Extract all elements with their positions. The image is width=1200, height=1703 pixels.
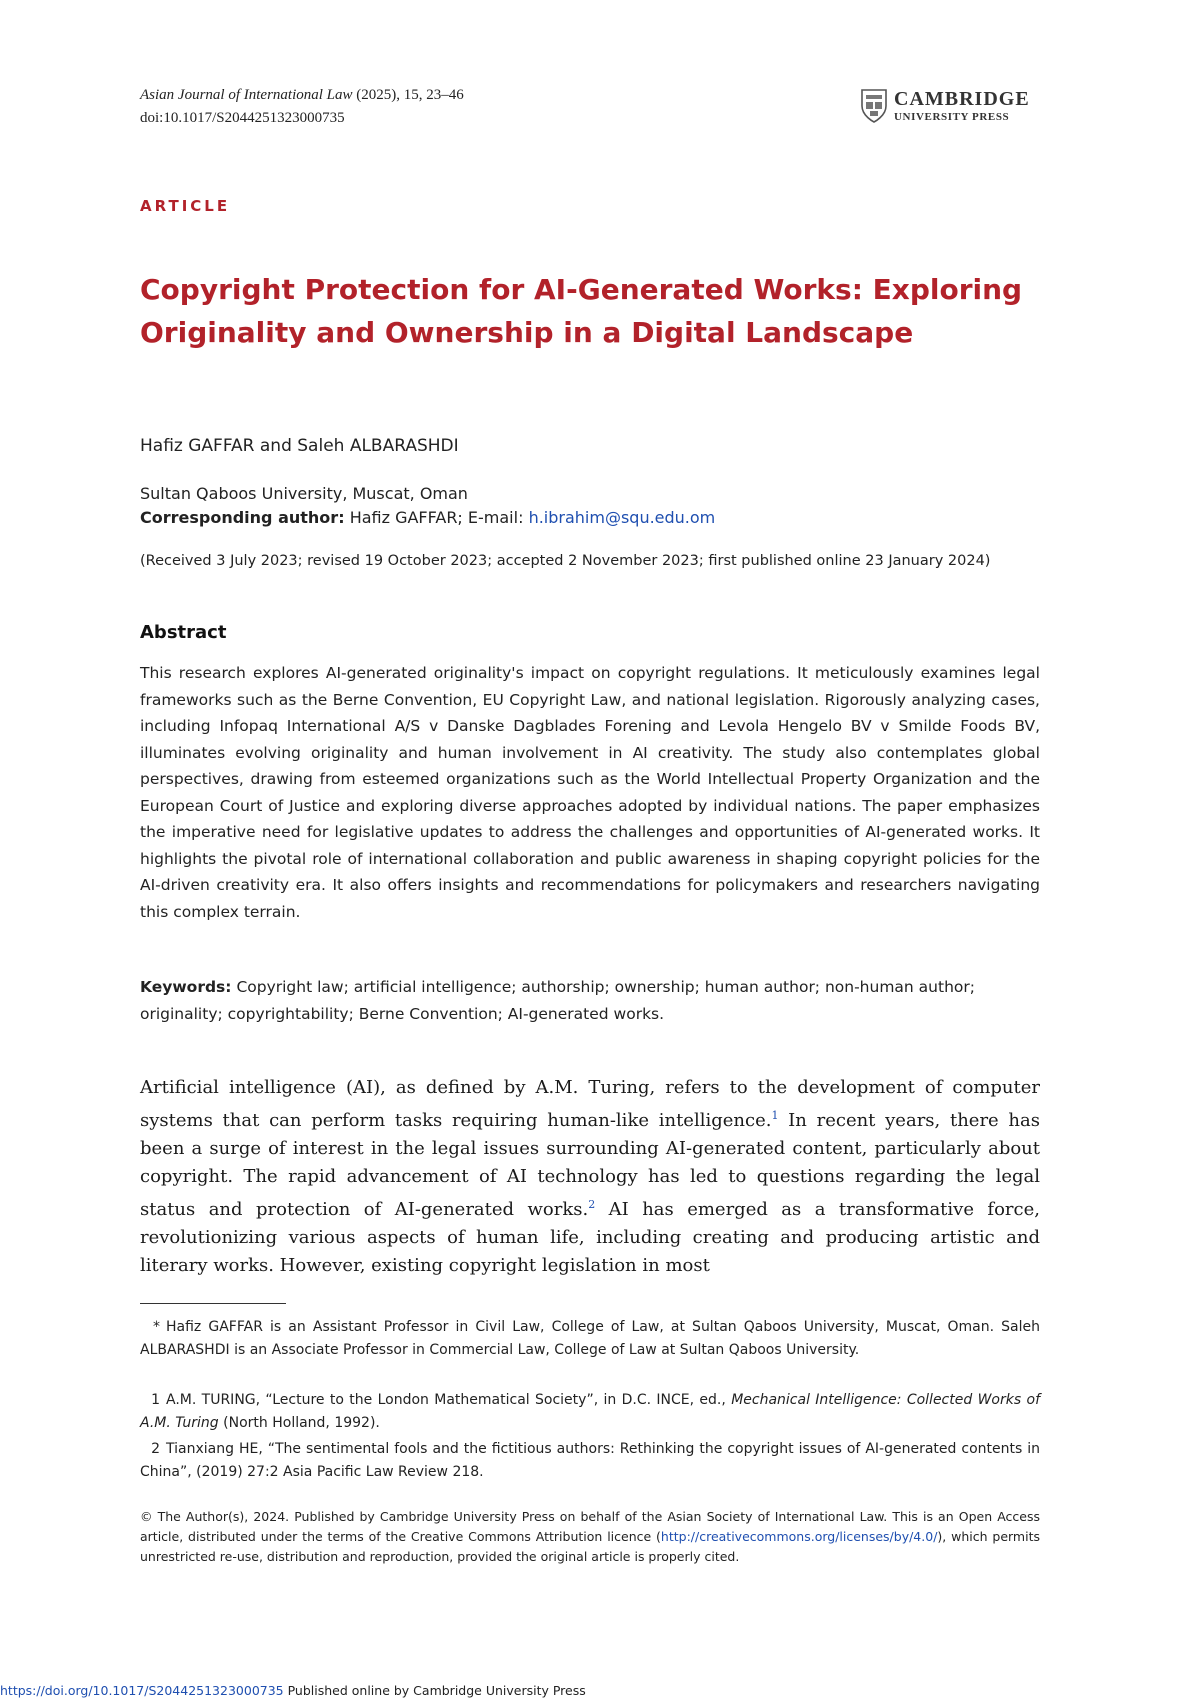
footnote-1-book-title: Mechanical Intelligence: Collected Works of A.M. Turing (140, 1392, 1040, 1431)
publisher-line2: UNIVERSITY PRESS (894, 111, 1010, 123)
publisher-line1: CAMBRIDGE (894, 88, 1030, 110)
body-paragraph (140, 1074, 1040, 1280)
footnote-1 (140, 1389, 1040, 1435)
article-title: Copyright Protection for AI-Generated Works: Exploring Originality and Ownership in a Digital Landscape (140, 273, 1023, 349)
keywords-label: Keywords: (140, 978, 232, 996)
footnote-author (140, 1316, 1040, 1362)
footnote-ref-1[interactable]: 1 (771, 1109, 779, 1122)
footnote-1-text-a: A.M. TURING, “Lecture to the London Mathematical Society”, in D.C. INCE, ed., (166, 1392, 732, 1408)
footnote-1-mark: 1 (151, 1392, 160, 1408)
author-list: Hafiz GAFFAR and Saleh ALBARASHDI (140, 436, 459, 456)
crest-icon (860, 88, 888, 124)
abstract-text: This research explores AI-generated originality's impact on copyright regulations. It meticulously examines legal frameworks such as the Berne Convention, EU Copyright Law, and national legislation. Rigorously analyzing cases, including Infopaq International A/S v Danske Dagblades Forening and Levola Hengelo BV v Smilde Foods BV, illuminates evolving originality and human involvement in AI creativity. The study also contemplates global perspectives, drawing from esteemed organizations such as the World Intellectual Property Organization and the European Court of Justice and exploring diverse approaches adopted by individual nations. The paper emphasizes the imperative need for legislative updates to address the challenges and opportunities of AI-generated works. It highlights the pivotal role of international collaboration and public awareness in shaping copyright policies for the AI-driven creativity era. It also offers insights and recommendations for policymakers and researchers navigating this complex terrain. (140, 664, 1040, 921)
corresponding-text: Hafiz GAFFAR; E-mail: (349, 508, 524, 527)
received-dates: (Received 3 July 2023; revised 19 October 2023; accepted 2 November 2023; first published online 23 January 2024) (140, 553, 991, 569)
keywords-text: Copyright law; artificial intelligence; authorship; ownership; human author; non-human author; originality; copyrightability; Berne Convention; AI-generated works. (140, 978, 975, 1023)
license-notice (140, 1507, 1040, 1567)
journal-meta: (2025), 15, 23–46 (356, 87, 464, 103)
corresponding-author (140, 506, 715, 530)
doi-text[interactable]: doi:10.1017/S2044251323000735 (140, 110, 345, 126)
footnote-divider (140, 1303, 286, 1304)
journal-line (140, 84, 464, 107)
body-text-1: Artificial intelligence (AI), as defined by A.M. Turing, refers to the development of computer systems that can perform tasks requiring human-like intelligence. (140, 1077, 1040, 1131)
footnote-star-text: Hafiz GAFFAR is an Assistant Professor in Civil Law, College of Law, at Sultan Qaboos University, Muscat, Oman. Saleh ALBARASHDI is an Associate Professor in Commercial Law, College of Law at Sultan Qaboos University. (140, 1319, 1040, 1358)
footnote-1-text-b: (North Holland, 1992). (218, 1415, 380, 1431)
corresponding-label: Corresponding author: (140, 508, 345, 527)
license-text-a: © The Author(s), 2024. Published by Cambridge University Press on behalf of the Asian Society of International Law. This is an Open Access article, distributed under the terms of the Creative Commons Attribution licence ( (140, 1509, 1040, 1544)
footnote-ref-2[interactable]: 2 (588, 1198, 596, 1211)
footnote-2-text: Tianxiang HE, “The sentimental fools and the fictitious authors: Rethinking the copyright issues of AI-generated contents in China”, (2019) 27:2 Asia Pacific Law Review 218. (140, 1441, 1040, 1480)
footnote-2-mark: 2 (151, 1441, 160, 1457)
license-link[interactable]: http://creativecommons.org/licenses/by/4.0/ (660, 1529, 938, 1544)
footer-doi-link[interactable]: https://doi.org/10.1017/S2044251323000735 (0, 1683, 284, 1698)
footer-published-text: Published online by Cambridge University Press (283, 1683, 586, 1698)
body-text-2: In recent years, there has been a surge of interest in the legal issues surrounding AI-generated content, particularly about copyright. The rapid advancement of AI technology has led to questions regarding the legal status and protection of AI-generated works. (140, 1110, 1040, 1220)
license-text-b: ), which permits unrestricted re-use, distribution and reproduction, provided the original article is properly cited. (140, 1529, 1040, 1564)
affiliation-block (140, 482, 715, 530)
footnote-star-mark: * (153, 1319, 160, 1335)
publisher-name (894, 88, 1030, 124)
affiliation: Sultan Qaboos University, Muscat, Oman (140, 484, 468, 503)
email-link[interactable]: h.ibrahim@squ.edu.om (528, 508, 716, 527)
journal-citation (140, 84, 464, 130)
body-text-3: AI has emerged as a transformative force, revolutionizing various aspects of human life, including creating and producing artistic and literary works. However, existing copyright legislation in most (140, 1199, 1040, 1276)
publisher-logo (860, 86, 1040, 128)
keywords (140, 974, 1040, 1027)
abstract-heading: Abstract (140, 622, 227, 643)
page-footer (0, 1683, 586, 1698)
journal-name: Asian Journal of International Law (140, 87, 353, 103)
article-type-label: ARTICLE (140, 197, 231, 215)
footnote-2 (140, 1438, 1040, 1484)
